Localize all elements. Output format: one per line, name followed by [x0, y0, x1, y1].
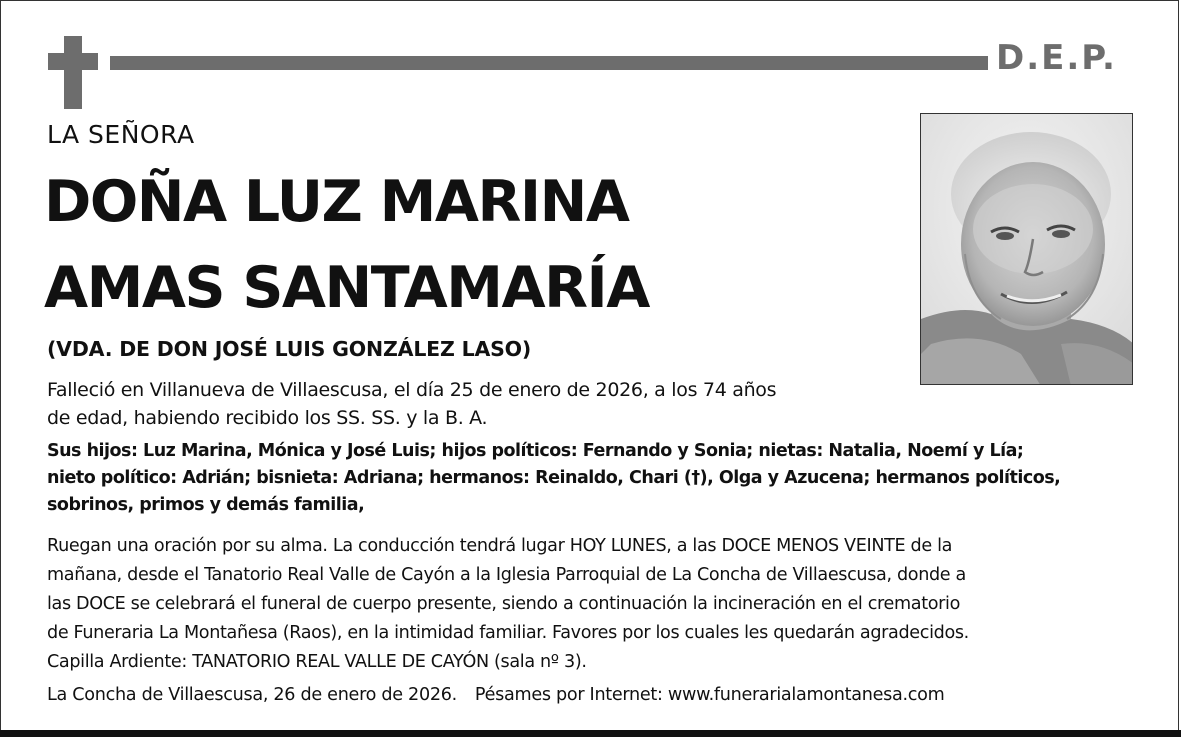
death-notice — [47, 376, 776, 432]
widow-of: (VDA. DE DON JOSÉ LUIS GONZÁLEZ LASO) — [47, 337, 532, 361]
family-line: sobrinos, primos y demás familia, — [47, 495, 365, 515]
latin-cross-icon — [64, 36, 82, 109]
portrait-photo — [920, 113, 1133, 385]
condolences-link[interactable]: Pésames por Internet: www.funerarialamontanesa.com — [474, 685, 945, 705]
family-line: nieto político: Adrián; bisnieta: Adriana; hermanos: Reinaldo, Chari (†), Olga y Azucena; hermanos políticos, — [47, 468, 1061, 488]
deceased-name-line2: AMAS SANTAMARÍA — [44, 255, 649, 321]
ceremony-line: Capilla Ardiente: TANATORIO REAL VALLE DE CAYÓN (sala nº 3). — [47, 652, 587, 672]
ceremony-line: mañana, desde el Tanatorio Real Valle de Cayón a la Iglesia Parroquial de La Concha de Villaescusa, donde a — [47, 565, 966, 585]
death-notice-line: de edad, habiendo recibido los SS. SS. y la B. A. — [47, 407, 488, 429]
ceremony-line: las DOCE se celebrará el funeral de cuerpo presente, siendo a continuación la incineración en el crematorio — [47, 594, 961, 614]
footer-line — [47, 678, 944, 712]
death-notice-line: Falleció en Villanueva de Villaescusa, el día 25 de enero de 2026, a los 74 años — [47, 379, 777, 401]
ceremony-details — [47, 532, 969, 677]
dep-label: D.E.P. — [996, 38, 1117, 78]
family-list — [47, 438, 1060, 519]
ceremony-line: Ruegan una oración por su alma. La conducción tendrá lugar HOY LUNES, a las DOCE MENOS VEINTE de la — [47, 536, 953, 556]
place-date: La Concha de Villaescusa, 26 de enero de 2026. — [47, 685, 457, 705]
latin-cross-icon-arm — [48, 53, 98, 70]
deceased-name-line1: DOÑA LUZ MARINA — [44, 169, 629, 235]
ceremony-line: de Funeraria La Montañesa (Raos), en la intimidad familiar. Favores por los cuales les quedarán agradecidos. — [47, 623, 969, 643]
header-rule — [110, 56, 988, 70]
bottom-rule — [0, 730, 1181, 737]
honorific: LA SEÑORA — [47, 120, 195, 149]
family-line: Sus hijos: Luz Marina, Mónica y José Luis; hijos políticos: Fernando y Sonia; nietas: Natalia, Noemí y Lía; — [47, 441, 1024, 461]
